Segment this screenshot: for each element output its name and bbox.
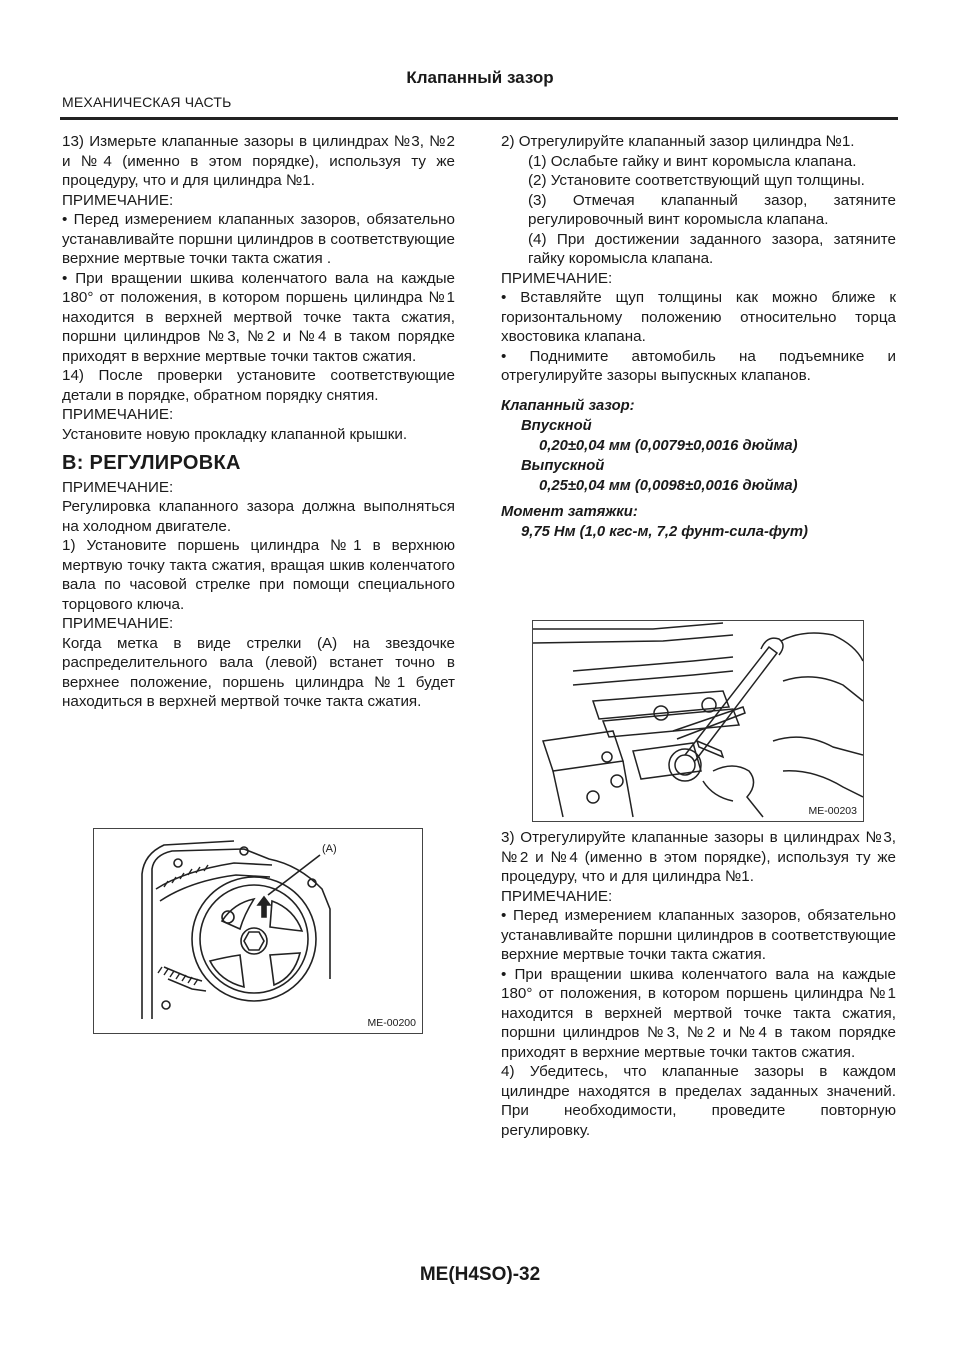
figure-code: ME-00200 xyxy=(367,1017,416,1029)
figure-camshaft-sprocket xyxy=(93,828,423,1034)
step-13: 13) Измерьте клапанные зазоры в цилиндрах №3, №2 и №4 (именно в этом порядке), используя ту же процедуру, что и для цилиндра №1. xyxy=(62,133,455,189)
right-column xyxy=(501,132,896,542)
page-title: Клапанный зазор xyxy=(406,68,554,87)
valve-adjustment-illustration xyxy=(533,621,863,821)
figure-code: ME-00203 xyxy=(808,805,857,817)
step-14: 14) После проверки установите соответствующие детали в порядке, обратном порядку снятия. xyxy=(62,367,455,404)
spec-exhaust-label: Выпускной xyxy=(521,457,605,474)
note-label: ПРИМЕЧАНИЕ: xyxy=(62,191,174,209)
note-bullet: • При вращении шкива коленчатого вала на каждые 180° от положения, в котором поршень цилиндра №1 находится в верхней мертвой точке такта сжатия, поршни цилиндров №3, №2 и №4 в таком порядке приходят в верхние мертвые точки тактов сжатия. xyxy=(501,965,896,1061)
substep: (3) Отмечая клапанный зазор, затяните регулировочный винт коромысла клапана. xyxy=(528,191,896,228)
torque-title: Момент затяжки: xyxy=(501,503,638,520)
spec-exhaust-value: 0,25±0,04 мм (0,0098±0,0016 дюйма) xyxy=(539,477,798,494)
note-text: Когда метка в виде стрелки (A) на звездочке распределительного вала (левой) встанет точно в верхнее положение, поршень цилиндра №1 будет находиться в верхней мертвой точке такта сжатия. xyxy=(62,634,455,710)
note-label: ПРИМЕЧАНИЕ: xyxy=(501,269,613,287)
right-column-lower xyxy=(501,828,896,1140)
section-header: МЕХАНИЧЕСКАЯ ЧАСТЬ xyxy=(62,94,232,110)
note-bullet: • Перед измерением клапанных зазоров, обязательно устанавливайте поршни цилиндров в соответствующие верхние мертвые точки такта сжатия. xyxy=(501,907,896,963)
figure-valve-adjustment xyxy=(532,620,864,822)
header-rule xyxy=(60,117,898,120)
step-4: 4) Убедитесь, что клапанные зазоры в каждом цилиндре находятся в пределах заданных значений. При необходимости, проведите повторную регулировку. xyxy=(501,1063,896,1139)
left-column xyxy=(62,132,455,712)
substep: (1) Ослабьте гайку и винт коромысла клапана. xyxy=(528,152,857,170)
page-number: ME(H4SO)-32 xyxy=(419,1264,541,1285)
torque-value: 9,75 Нм (1,0 кгс-м, 7,2 фунт-сила-фут) xyxy=(521,523,808,540)
note-bullet: • При вращении шкива коленчатого вала на каждые 180° от положения, в котором поршень цилиндра №1 находится в верхней мертвой точке такта сжатия, поршни цилиндров №3, №2 и №4 в таком порядке приходят в верхние мертвые точки тактов сжатия. xyxy=(62,269,455,365)
note-label: ПРИМЕЧАНИЕ: xyxy=(62,615,174,632)
substep: (4) При достижении заданного зазора, затяните гайку коромысла клапана. xyxy=(528,230,896,267)
note-label: ПРИМЕЧАНИЕ: xyxy=(62,406,174,423)
step-3: 3) Отрегулируйте клапанные зазоры в цилиндрах №3, №2 и №4 (именно в этом порядке), используя ту же процедуру, что и для цилиндра №1. xyxy=(501,829,896,885)
spec-intake-label: Впускной xyxy=(521,417,592,434)
note-bullet: • Перед измерением клапанных зазоров, обязательно устанавливайте поршни цилиндров в соответствующие верхние мертвые точки такта сжатия . xyxy=(62,211,455,267)
substep: (2) Установите соответствующий щуп толщины. xyxy=(528,172,865,189)
camshaft-sprocket-illustration xyxy=(94,829,422,1033)
note-text: Регулировка клапанного зазора должна выполняться на холодном двигателе. xyxy=(62,498,455,535)
spec-title: Клапанный зазор: xyxy=(501,397,635,414)
note-bullet: • Вставляйте щуп толщины как можно ближе к горизонтальному положению относительно торца хвостовика клапана. xyxy=(501,289,896,345)
note-bullet: • Поднимите автомобиль на подъемнике и отрегулируйте зазоры выпускных клапанов. xyxy=(501,347,896,384)
section-heading: B: РЕГУЛИРОВКА xyxy=(62,452,241,474)
figure-callout-label: (A) xyxy=(322,843,337,855)
step-1: 1) Установите поршень цилиндра №1 в верхнюю мертвую точку такта сжатия, вращая шкив коленчатого вала по часовой стрелке при помощи специального торцового ключа. xyxy=(62,537,455,613)
spec-intake-value: 0,20±0,04 мм (0,0079±0,0016 дюйма) xyxy=(539,437,798,454)
note-label: ПРИМЕЧАНИЕ: xyxy=(501,887,613,905)
note-label: ПРИМЕЧАНИЕ: xyxy=(62,478,174,496)
step-2: 2) Отрегулируйте клапанный зазор цилиндра №1. xyxy=(501,133,855,150)
note-text: Установите новую прокладку клапанной крышки. xyxy=(62,425,408,443)
